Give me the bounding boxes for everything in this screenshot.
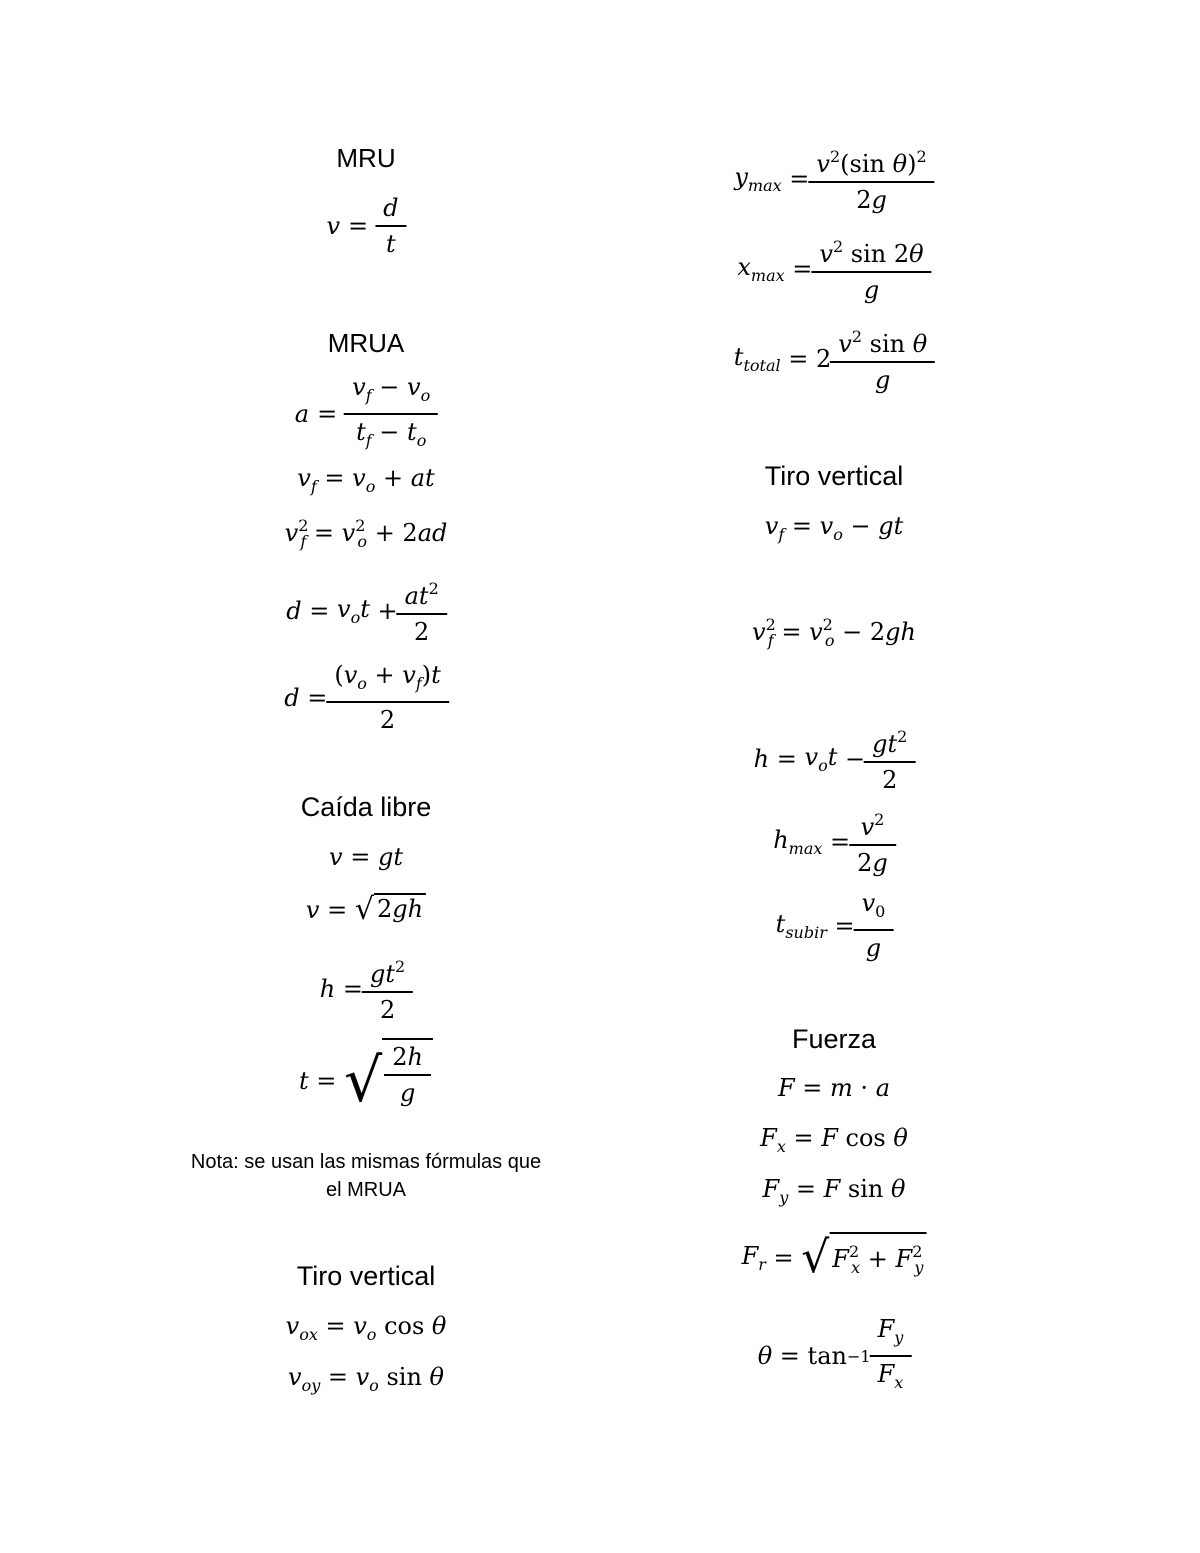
tiro-vertical-left-title: Tiro vertical [296,1261,436,1291]
fuerza-newton-formula: F = m · a [778,1074,890,1102]
fuerza-fx-formula: $F_x = F$ cos θ [760,1124,908,1156]
parabolic-ymax-formula: $y_{max}$ = $\frac{v^2(\sin \theta)^2}{2g}$ [734,142,933,215]
caida-libre-time-formula: t = √ $\frac{2h}{g}$ [299,1038,433,1124]
mrua-average-distance-formula: d = $\frac{(v_o + v_f)t}{2}$ [284,660,448,735]
note-line-2: el MRUA [325,1179,406,1201]
caida-libre-height-formula: h = $\frac{gt^2}{2}$ [320,952,412,1025]
fuerza-resultant-formula: $F_r$ = √ $F^2_x + F^2_y$ [742,1232,927,1284]
tiro-vertical-final-velocity-formula: $v_f = v_o$ − gt [764,512,904,544]
fuerza-fy-formula: $F_y = F$ sin θ [762,1175,906,1207]
fuerza-angle-formula: θ = tan −1 $\frac{F_y}{F_x}$ [758,1314,911,1398]
caida-libre-note [191,1148,541,1204]
mru-title: MRU [336,143,396,173]
caida-libre-velocity-formula: v = gt [329,843,403,871]
mrua-velocity-squared-formula: $v^2_f = v^2_o + 2ad$ [284,516,448,551]
formula-lhs: v [326,212,341,240]
tiro-vertical-velocity-squared-formula: $v^2_f = v^2_o - 2gh$ [752,615,916,650]
mrua-acceleration-formula: a = $\frac{v_f - v_o}{t_f - t_o}$ [295,372,437,456]
tiro-vertical-hmax-formula: $h_{max}$ = $\frac{v^2}{2g}$ [773,805,895,878]
parabolic-xmax-formula: $x_{max}$ = $\frac{v^2 \sin 2\theta}{g}$ [737,232,930,305]
mru-velocity-formula: v = $\frac{d}{t}$ [326,193,405,259]
tiro-vertical-height-formula: h = $v_ot$ − $\frac{gt^2}{2}$ [754,722,915,795]
mrua-final-velocity-formula: $v_f = v_o$ + at [297,464,435,496]
note-line-1: Nota: se usan las mismas fórmulas que [190,1151,542,1173]
parabolic-total-time-formula: $t_{total}$ = 2 $\frac{v^2 \sin \theta}{g}$ [734,322,934,395]
tiro-vertical-voy-formula: $v_{oy} = v_o$ sin θ [288,1363,444,1395]
caida-libre-velocity-sqrt-formula: v = √ 2gh [306,893,426,927]
caida-libre-title: Caída libre [300,792,432,822]
mrua-distance-formula: d = $v_ot$ + $\frac{at^2}{2}$ [286,574,446,647]
tiro-vertical-tsubir-formula: $t_{subir}$ = $\frac{v_0}{g}$ [776,888,893,963]
tiro-vertical-vox-formula: $v_{ox} = v_o$ cos θ [285,1312,447,1344]
fuerza-title: Fuerza [791,1024,877,1054]
mrua-title: MRUA [327,328,405,358]
tiro-vertical-right-title: Tiro vertical [764,461,904,491]
